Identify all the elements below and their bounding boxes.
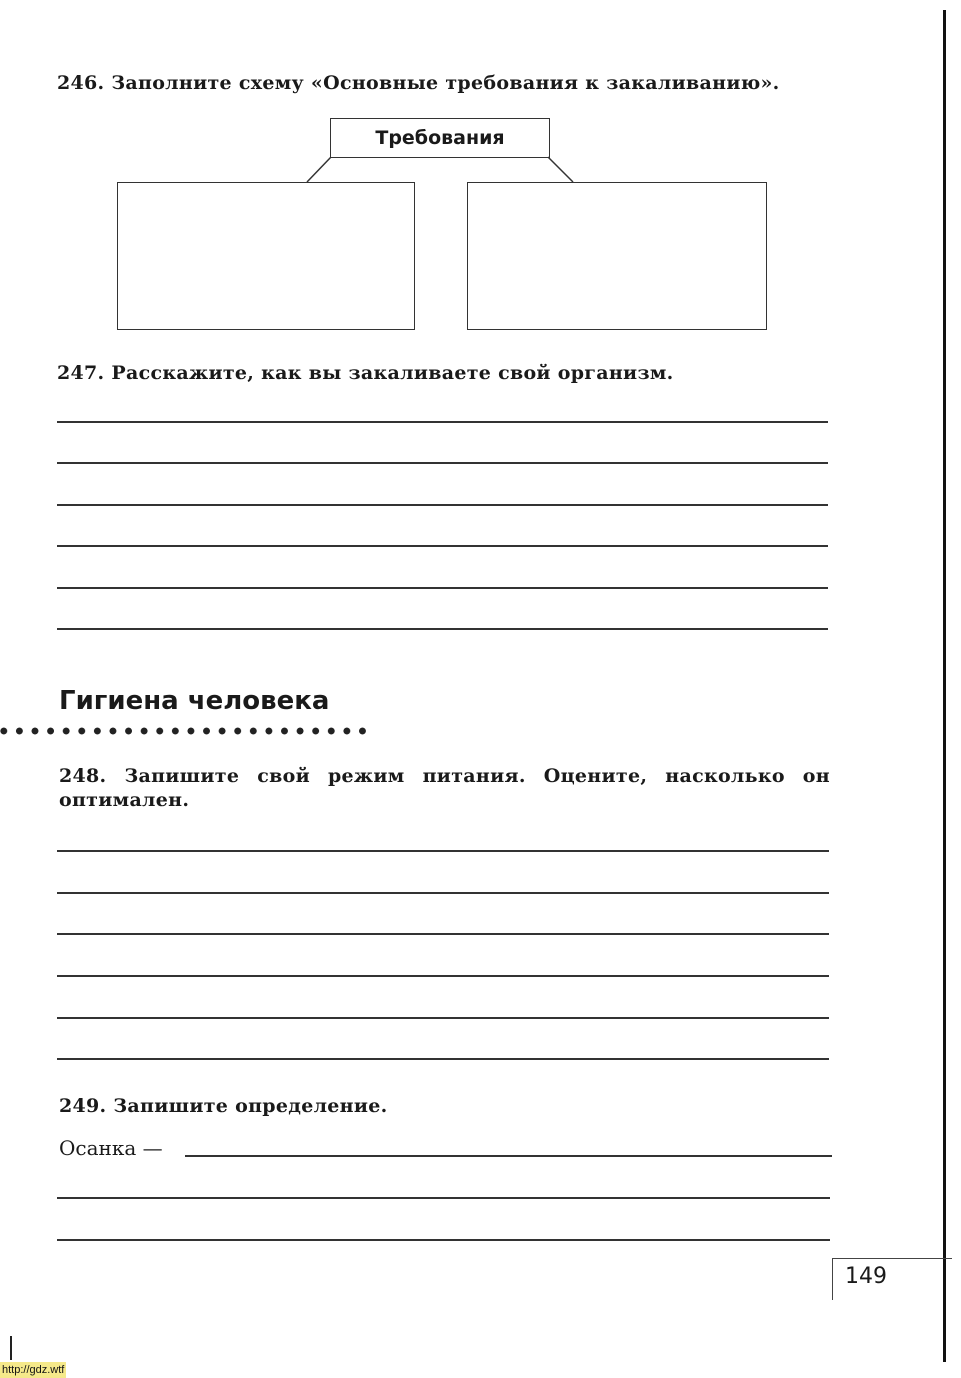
- definition-term: Осанка —: [59, 1136, 163, 1160]
- answer-line[interactable]: [57, 850, 829, 852]
- page-number-frame-left: [832, 1258, 833, 1300]
- answer-line[interactable]: [57, 628, 828, 630]
- answer-line[interactable]: [57, 421, 828, 423]
- answer-line[interactable]: [57, 1197, 830, 1199]
- page-number-frame-top: [832, 1258, 952, 1259]
- answer-line[interactable]: [57, 504, 828, 506]
- page-number: 149: [845, 1264, 887, 1289]
- answer-line[interactable]: [57, 1058, 829, 1060]
- scheme-connectors: [0, 0, 961, 200]
- answer-line[interactable]: [57, 975, 829, 977]
- scheme-header: Требования: [375, 127, 505, 149]
- answer-line[interactable]: [57, 892, 829, 894]
- scheme-answer-box-left[interactable]: [117, 182, 415, 330]
- task-246-prompt: 246. Заполните схему «Основные требования к закаливанию».: [57, 72, 780, 94]
- answer-line[interactable]: [57, 933, 829, 935]
- task-249-prompt: 249. Запишите определение.: [59, 1095, 388, 1117]
- answer-line[interactable]: [57, 587, 828, 589]
- answer-line[interactable]: [57, 545, 828, 547]
- task-248-line1: 248. Запишите свой режим питания. Оцените, насколько он: [59, 765, 830, 787]
- answer-line[interactable]: [57, 462, 828, 464]
- section-title: Гигиена человека: [59, 686, 330, 716]
- task-247-prompt: 247. Расскажите, как вы закаливаете свой организм.: [57, 362, 674, 384]
- section-divider-dots: [0, 725, 370, 737]
- definition-line[interactable]: [185, 1155, 832, 1157]
- page-right-border: [943, 10, 946, 1362]
- task-248-prompt: [59, 764, 830, 812]
- margin-mark: [10, 1336, 12, 1360]
- answer-line[interactable]: [57, 1017, 829, 1019]
- task-248-line2: оптимален.: [59, 789, 190, 811]
- scheme-answer-box-right[interactable]: [467, 182, 767, 330]
- watermark-link[interactable]: http://gdz.wtf: [2, 1364, 65, 1376]
- answer-line[interactable]: [57, 1239, 830, 1241]
